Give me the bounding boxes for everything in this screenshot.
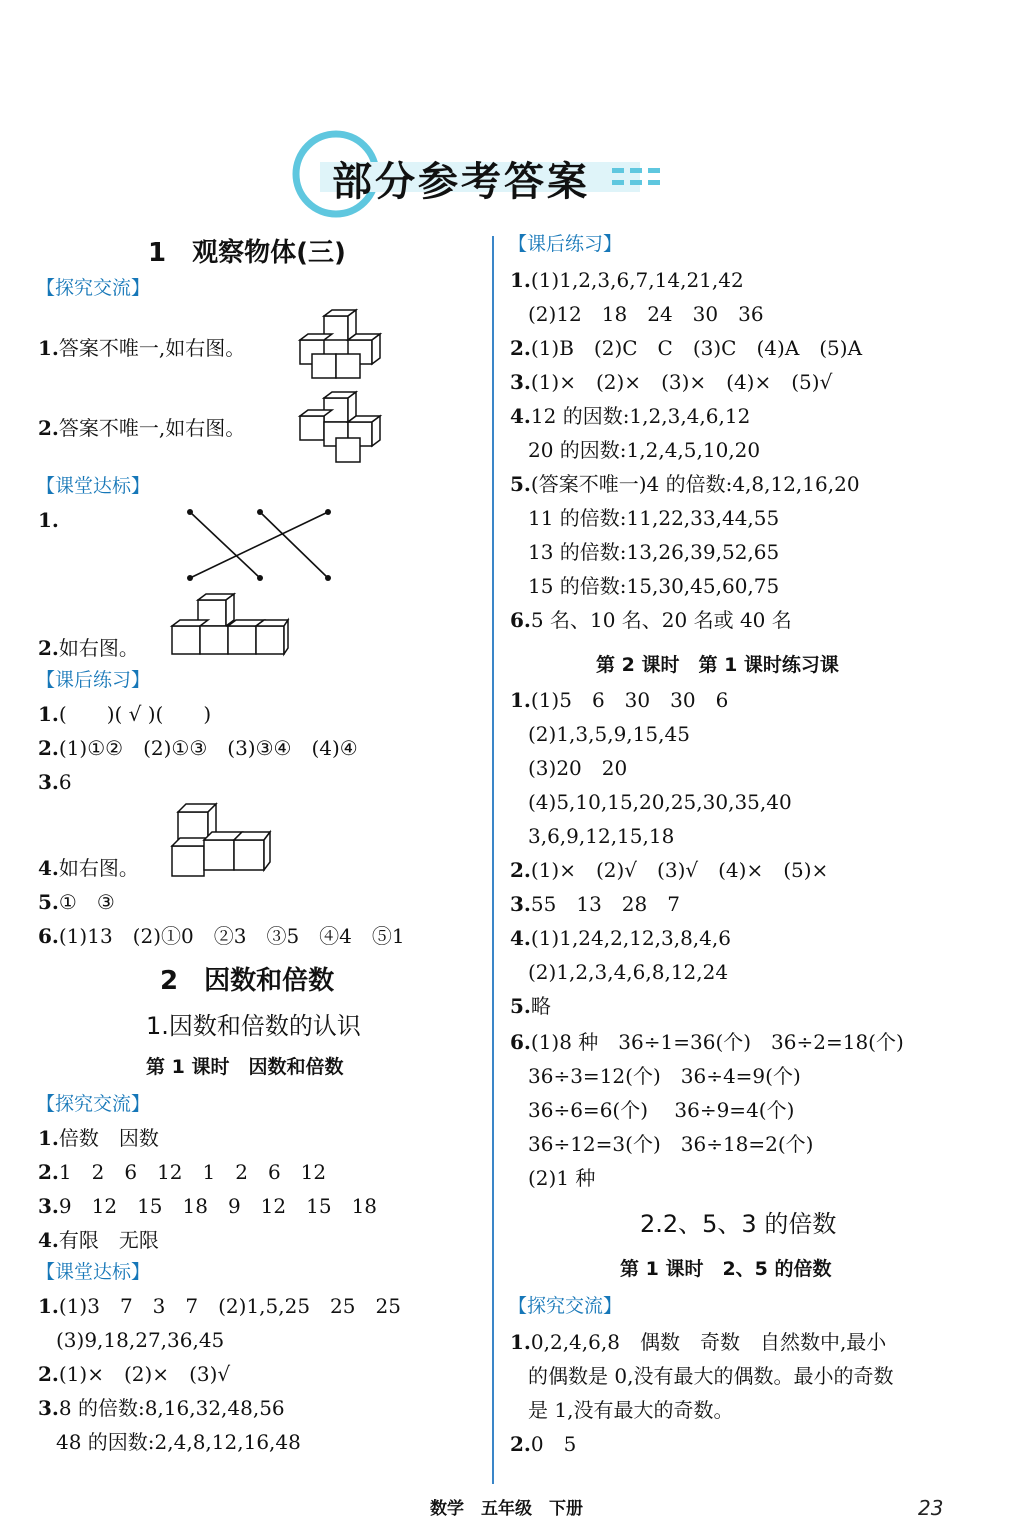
- answer-item-cont: (2)1,2,3,4,6,8,12,24: [528, 960, 729, 984]
- answer-item-cont: 13 的倍数:13,26,39,52,65: [528, 540, 780, 564]
- answer-item: 4.(1)1,24,2,12,3,8,4,6: [510, 926, 731, 950]
- answer-item-cont: 48 的因数:2,4,8,12,16,48: [56, 1430, 301, 1454]
- answer-item: 5.① ③: [38, 890, 115, 914]
- answer-item: 1.(1)5 6 30 30 6: [510, 688, 729, 712]
- answer-item-cont: (4)5,10,15,20,25,30,35,40: [528, 790, 792, 814]
- tag-classroom: 【课堂达标】: [36, 1261, 151, 1283]
- answer-item: 3.(1)× (2)× (3)× (4)× (5)√: [510, 370, 833, 394]
- answer-item: 2.0 5: [510, 1432, 577, 1456]
- page-number: 23: [918, 1496, 944, 1520]
- page-footer: 数学 五年级 下册: [430, 1499, 583, 1519]
- answer-item: 4.如右图。: [38, 856, 139, 880]
- tag-after-class: 【课后练习】: [36, 669, 151, 691]
- answer-item: 6.(1)8 种 36÷1=36(个) 36÷2=18(个): [510, 1030, 904, 1054]
- lesson-title: 第 1 课时 因数和倍数: [146, 1056, 344, 1078]
- answer-item-cont: 20 的因数:1,2,4,5,10,20: [528, 438, 761, 462]
- answer-item: 1.: [38, 508, 59, 532]
- answer-item: 3.8 的倍数:8,16,32,48,56: [38, 1396, 285, 1420]
- answer-item-cont: (2)1 种: [528, 1166, 596, 1190]
- tag-explore: 【探究交流】: [36, 1093, 151, 1115]
- answer-item-cont: (3)9,18,27,36,45: [56, 1328, 225, 1352]
- answer-item: 1.( )( √ )( ): [38, 702, 212, 726]
- answer-item: 3.55 13 28 7: [510, 892, 680, 916]
- answer-item-cont: 36÷6=6(个) 36÷9=4(个): [528, 1098, 795, 1122]
- lesson-title: 第 2 课时 第 1 课时练习课: [596, 654, 839, 676]
- answer-item: 2.(1)①② (2)①③ (3)③④ (4)④: [38, 736, 358, 760]
- answer-item: 4.有限 无限: [38, 1228, 159, 1252]
- answer-item: 1.倍数 因数: [38, 1126, 159, 1150]
- answer-item: 1.(1)3 7 3 7 (2)1,5,25 25 25: [38, 1294, 401, 1318]
- section-title: 1 观察物体(三): [148, 238, 346, 268]
- answer-item: 5.略: [510, 994, 551, 1018]
- answer-item: 2.1 2 6 12 1 2 6 12: [38, 1160, 327, 1184]
- answer-item: 6.5 名、10 名、20 名或 40 名: [510, 608, 792, 632]
- tag-classroom: 【课堂达标】: [36, 475, 151, 497]
- tag-after-class: 【课后练习】: [508, 233, 623, 255]
- answer-item: 4.12 的因数:1,2,3,4,6,12: [510, 404, 751, 428]
- answer-item: 1.0,2,4,6,8 偶数 奇数 自然数中,最小: [510, 1330, 887, 1354]
- subsection-title: 1.因数和倍数的认识: [146, 1012, 361, 1040]
- column-divider: [492, 236, 494, 1484]
- answer-item: 2.(1)× (2)√ (3)√ (4)× (5)×: [510, 858, 829, 882]
- answer-item: 2.答案不唯一,如右图。: [38, 416, 246, 440]
- answer-item-cont: 36÷3=12(个) 36÷4=9(个): [528, 1064, 801, 1088]
- answer-item: 5.(答案不唯一)4 的倍数:4,8,12,16,20: [510, 472, 860, 496]
- section-title: 2 因数和倍数: [160, 966, 335, 996]
- answer-item: 2.(1)× (2)× (3)√: [38, 1362, 231, 1386]
- answer-item-cont: 11 的倍数:11,22,33,44,55: [528, 506, 780, 530]
- page-title: 部分参考答案: [332, 159, 590, 205]
- answer-item-cont: 的偶数是 0,没有最大的偶数。最小的奇数: [528, 1364, 894, 1388]
- cube-figure-3: [168, 590, 292, 660]
- cube-figure-1: [296, 308, 388, 386]
- answer-item-cont: (2)12 18 24 30 36: [528, 302, 764, 326]
- answer-item: 1.(1)1,2,3,6,7,14,21,42: [510, 268, 744, 292]
- answer-item-cont: 15 的倍数:15,30,45,60,75: [528, 574, 780, 598]
- cube-figure-4: [168, 800, 274, 882]
- matching-lines-figure: [180, 502, 340, 588]
- answer-item: 2.如右图。: [38, 636, 139, 660]
- subsection-title: 2.2、5、3 的倍数: [640, 1210, 837, 1238]
- answer-item: 3.6: [38, 770, 72, 794]
- answer-item: 1.答案不唯一,如右图。: [38, 336, 246, 360]
- lesson-title: 第 1 课时 2、5 的倍数: [620, 1258, 832, 1280]
- answer-item: 6.(1)13 (2)①0 ②3 ③5 ④4 ⑤1: [38, 924, 405, 948]
- cube-figure-2: [296, 390, 388, 468]
- answer-item: 3.9 12 15 18 9 12 15 18: [38, 1194, 378, 1218]
- answer-item-cont: (3)20 20: [528, 756, 628, 780]
- answer-item-cont: (2)1,3,5,9,15,45: [528, 722, 690, 746]
- answer-item-cont: 36÷12=3(个) 36÷18=2(个): [528, 1132, 814, 1156]
- tag-explore: 【探究交流】: [508, 1295, 623, 1317]
- answer-item: 2.(1)B (2)C C (3)C (4)A (5)A: [510, 336, 863, 360]
- answer-item-cont: 是 1,没有最大的奇数。: [528, 1398, 734, 1422]
- tag-explore: 【探究交流】: [36, 277, 151, 299]
- answer-item-cont: 3,6,9,12,15,18: [528, 824, 675, 848]
